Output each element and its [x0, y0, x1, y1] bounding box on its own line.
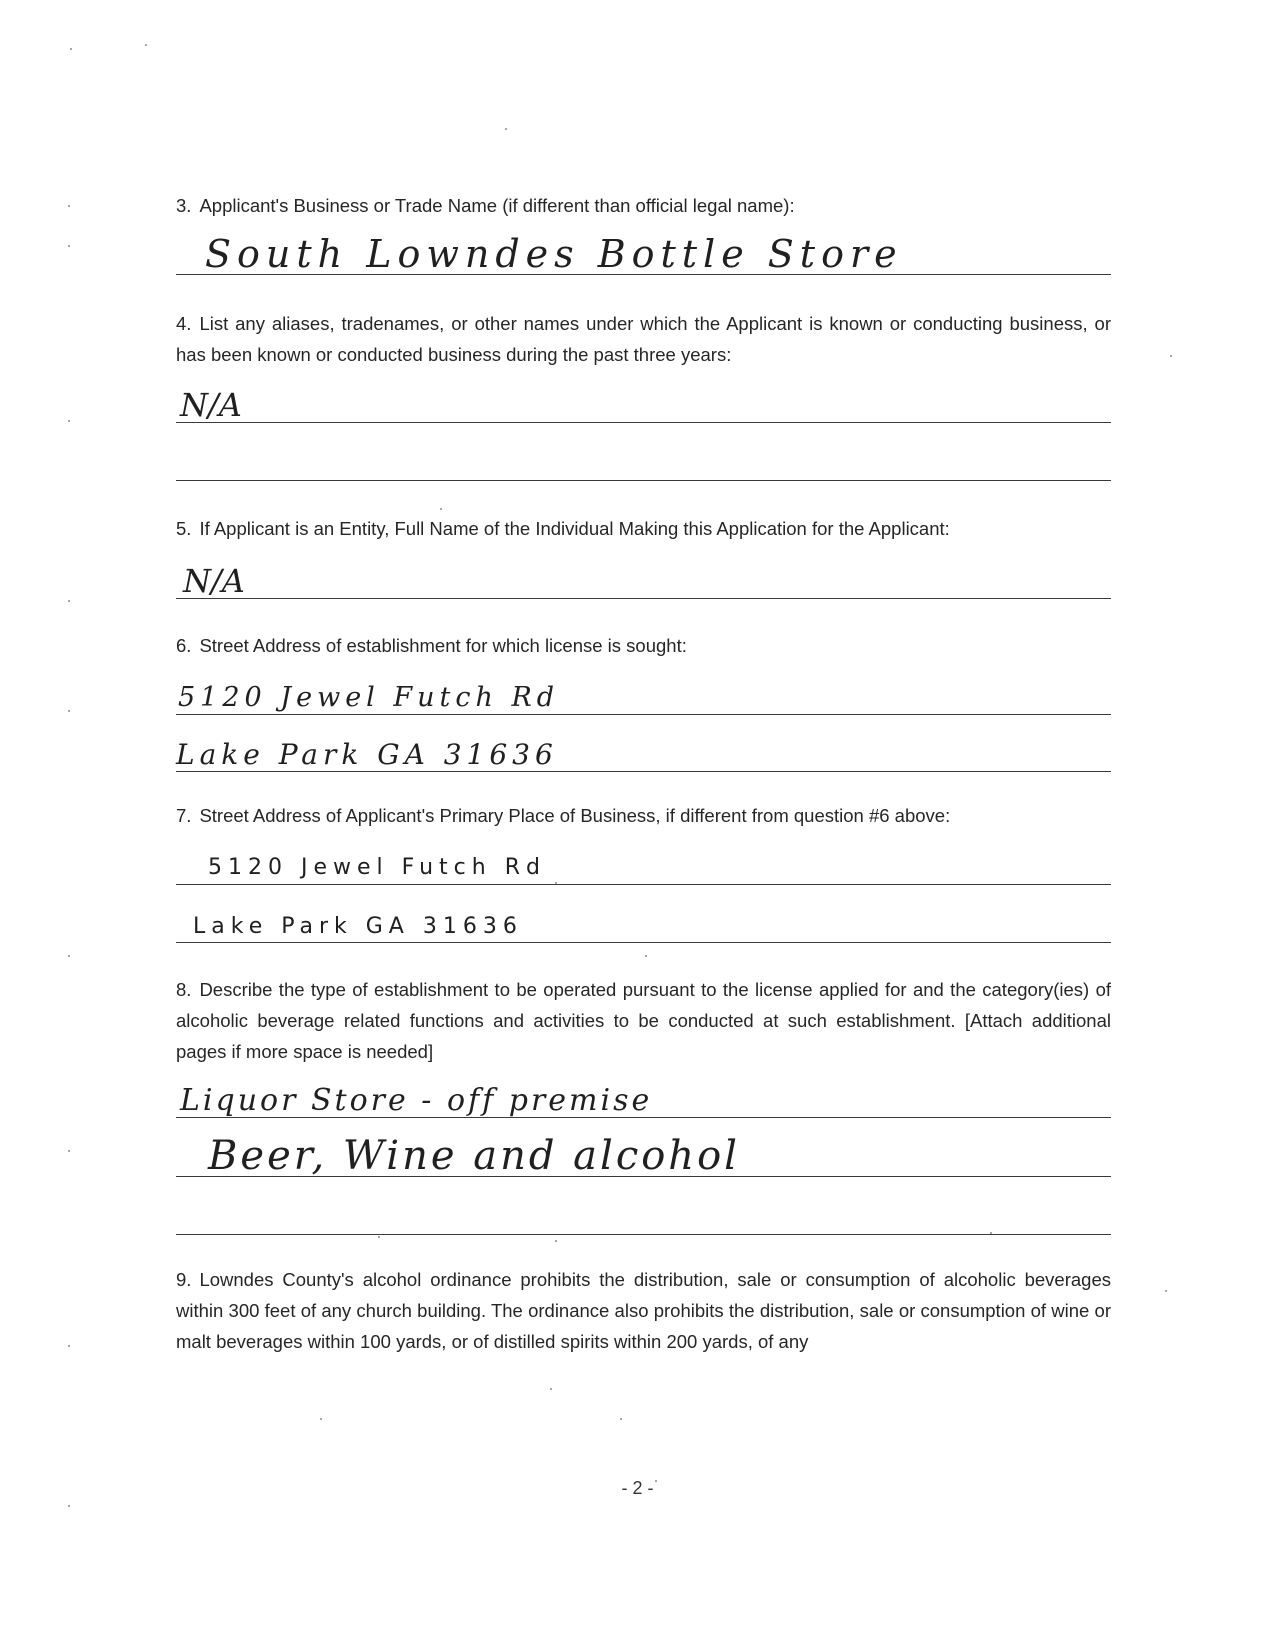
question-4-number: 4. [176, 313, 192, 334]
answer-line [176, 480, 1111, 481]
scan-speck [555, 1240, 557, 1242]
scan-speck [1165, 1290, 1167, 1292]
answer-line [176, 942, 1111, 943]
answer-line [176, 1117, 1111, 1118]
answer-8-line-1: Liquor Store - off premise [180, 1083, 653, 1118]
scan-speck [555, 882, 557, 884]
answer-line [176, 884, 1111, 885]
question-5 [176, 513, 1111, 544]
answer-6-line-2: Lake Park GA 31636 [176, 738, 558, 771]
scan-speck [68, 420, 70, 422]
question-5-text: If Applicant is an Entity, Full Name of the Individual Making this Application for the Applicant: [199, 518, 950, 539]
question-9 [176, 1264, 1111, 1357]
question-8-number: 8. [176, 979, 192, 1000]
question-7-number: 7. [176, 805, 192, 826]
answer-8-line-2: Beer, Wine and alcohol [208, 1133, 740, 1179]
scan-speck [68, 245, 70, 247]
question-9-text: Lowndes County's alcohol ordinance prohibits the distribution, sale or consumption of alcoholic beverages within 300 feet of any church building. The ordinance also prohibits the distribution, sale or consumption of wine or malt beverages within 100 yards, or of distilled spirits within 200 yards, of any [176, 1269, 1111, 1352]
question-4 [176, 308, 1111, 370]
scan-speck [68, 710, 70, 712]
answer-line [176, 771, 1111, 772]
answer-3-line-1: South Lowndes Bottle Store [205, 232, 903, 276]
scan-speck [620, 1418, 622, 1420]
answer-line [176, 274, 1111, 275]
scan-speck [655, 1480, 657, 1482]
scan-speck [68, 1345, 70, 1347]
question-5-number: 5. [176, 518, 192, 539]
scan-speck [145, 44, 147, 46]
scan-speck [68, 205, 70, 207]
answer-line [176, 1234, 1111, 1235]
question-6-number: 6. [176, 635, 192, 656]
scan-speck [440, 508, 442, 510]
scan-speck [320, 1418, 322, 1420]
question-6 [176, 630, 1111, 661]
question-8-text: Describe the type of establishment to be operated pursuant to the license applied for and the category(ies) of alcoholic beverage related functions and activities to be conducted at such establishment. [Attach additional pages if more space is needed] [176, 979, 1111, 1062]
scan-speck [68, 600, 70, 602]
question-8 [176, 974, 1111, 1067]
question-3-text: Applicant's Business or Trade Name (if different than official legal name): [199, 195, 795, 216]
question-7 [176, 800, 1111, 831]
question-6-text: Street Address of establishment for which license is sought: [199, 635, 687, 656]
page-number: - 2 - [621, 1478, 654, 1498]
question-3 [176, 190, 1111, 221]
answer-7-line-1: 5120 Jewel Futch Rd [208, 855, 546, 880]
scan-speck [990, 1232, 992, 1234]
question-7-text: Street Address of Applicant's Primary Place of Business, if different from question #6 above: [199, 805, 951, 826]
answer-line [176, 1176, 1111, 1177]
question-4-text: List any aliases, tradenames, or other names under which the Applicant is known or conducting business, or has been known or conducted business during the past three years: [176, 313, 1111, 365]
scan-speck [645, 955, 647, 957]
scan-speck [70, 48, 72, 50]
scan-speck [1170, 355, 1172, 357]
answer-4-line-1: N/A [180, 386, 242, 424]
answer-line [176, 422, 1111, 423]
answer-line [176, 714, 1111, 715]
answer-5-line-1: N/A [183, 562, 245, 600]
scan-speck [550, 1388, 552, 1390]
answer-6-line-1: 5120 Jewel Futch Rd [178, 682, 560, 713]
scan-speck [68, 955, 70, 957]
scan-speck [505, 128, 507, 130]
answer-line [176, 598, 1111, 599]
answer-7-line-2: Lake Park GA 31636 [193, 914, 523, 939]
scan-speck [378, 1236, 380, 1238]
scan-speck [68, 1505, 70, 1507]
question-9-number: 9. [176, 1269, 192, 1290]
scan-speck [68, 1150, 70, 1152]
question-3-number: 3. [176, 195, 192, 216]
